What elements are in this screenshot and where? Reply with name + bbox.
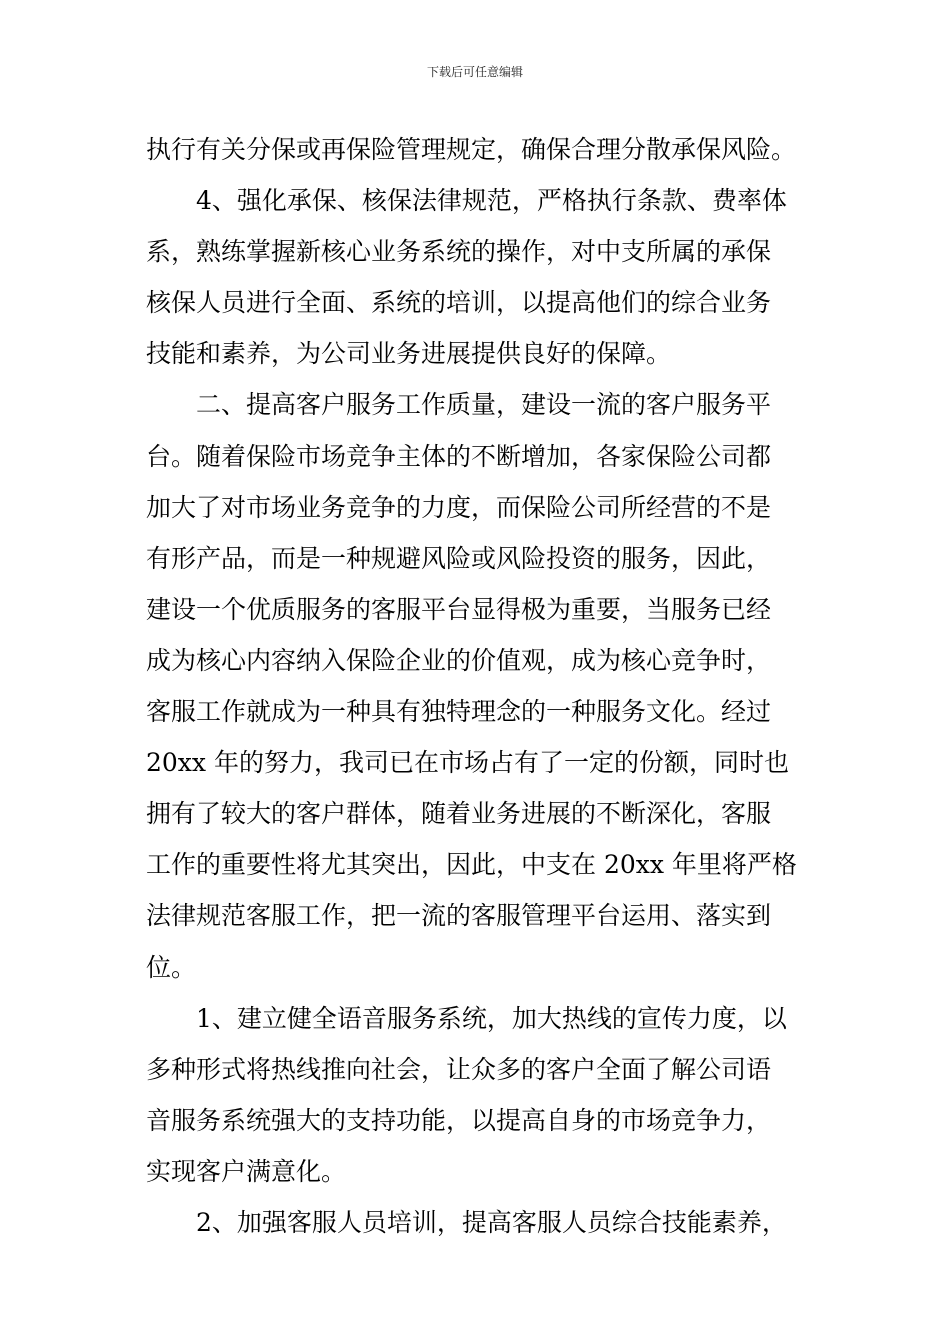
text-line: 位。 [146, 952, 197, 982]
text-line: 2、加强客服人员培训，提高客服人员综合技能素养， [196, 1207, 787, 1237]
text-line: 客服工作就成为一种具有独特理念的一种服务文化。经过 [146, 697, 772, 727]
document-body [146, 124, 806, 1248]
text-line: 有形产品，而是一种规避风险或风险投资的服务，因此， [146, 543, 772, 573]
text-line: 加大了对市场业务竞争的力度，而保险公司所经营的不是 [146, 492, 772, 522]
text-line: 二、提高客户服务工作质量，建设一流的客户服务平 [196, 390, 772, 420]
text-line: 建设一个优质服务的客服平台显得极为重要，当服务已经 [146, 594, 772, 624]
text-line: 拥有了较大的客户群体，随着业务进展的不断深化，客服 [146, 799, 772, 829]
text-line: 工作的重要性将尤其突出，因此，中支在 20xx 年里将严格 [146, 850, 797, 880]
text-line: 台。随着保险市场竞争主体的不断增加，各家保险公司都 [146, 441, 772, 471]
text-line: 核保人员进行全面、系统的培训，以提高他们的综合业务 [146, 288, 772, 318]
text-line: 技能和素养，为公司业务进展提供良好的保障。 [146, 339, 672, 369]
text-line: 成为核心内容纳入保险企业的价值观，成为核心竞争时， [146, 645, 772, 675]
text-line: 系，熟练掌握新核心业务系统的操作，对中支所属的承保 [146, 237, 772, 267]
text-line: 音服务系统强大的支持功能，以提高自身的市场竞争力， [146, 1105, 772, 1135]
text-line: 20xx 年的努力，我司已在市场占有了一定的份额，同时也 [146, 748, 789, 778]
text-line: 实现客户满意化。 [146, 1156, 347, 1186]
text-line: 1、建立健全语音服务系统，加大热线的宣传力度，以 [196, 1003, 787, 1033]
text-line: 法律规范客服工作，把一流的客服管理平台运用、落实到 [146, 901, 772, 931]
text-line: 执行有关分保或再保险管理规定，确保合理分散承保风险。 [146, 135, 797, 164]
page-header: 下载后可任意编辑 [426, 65, 523, 79]
text-line: 4、强化承保、核保法律规范，严格执行条款、费率体 [196, 186, 787, 216]
text-line: 多种形式将热线推向社会，让众多的客户全面了解公司语 [146, 1054, 772, 1084]
